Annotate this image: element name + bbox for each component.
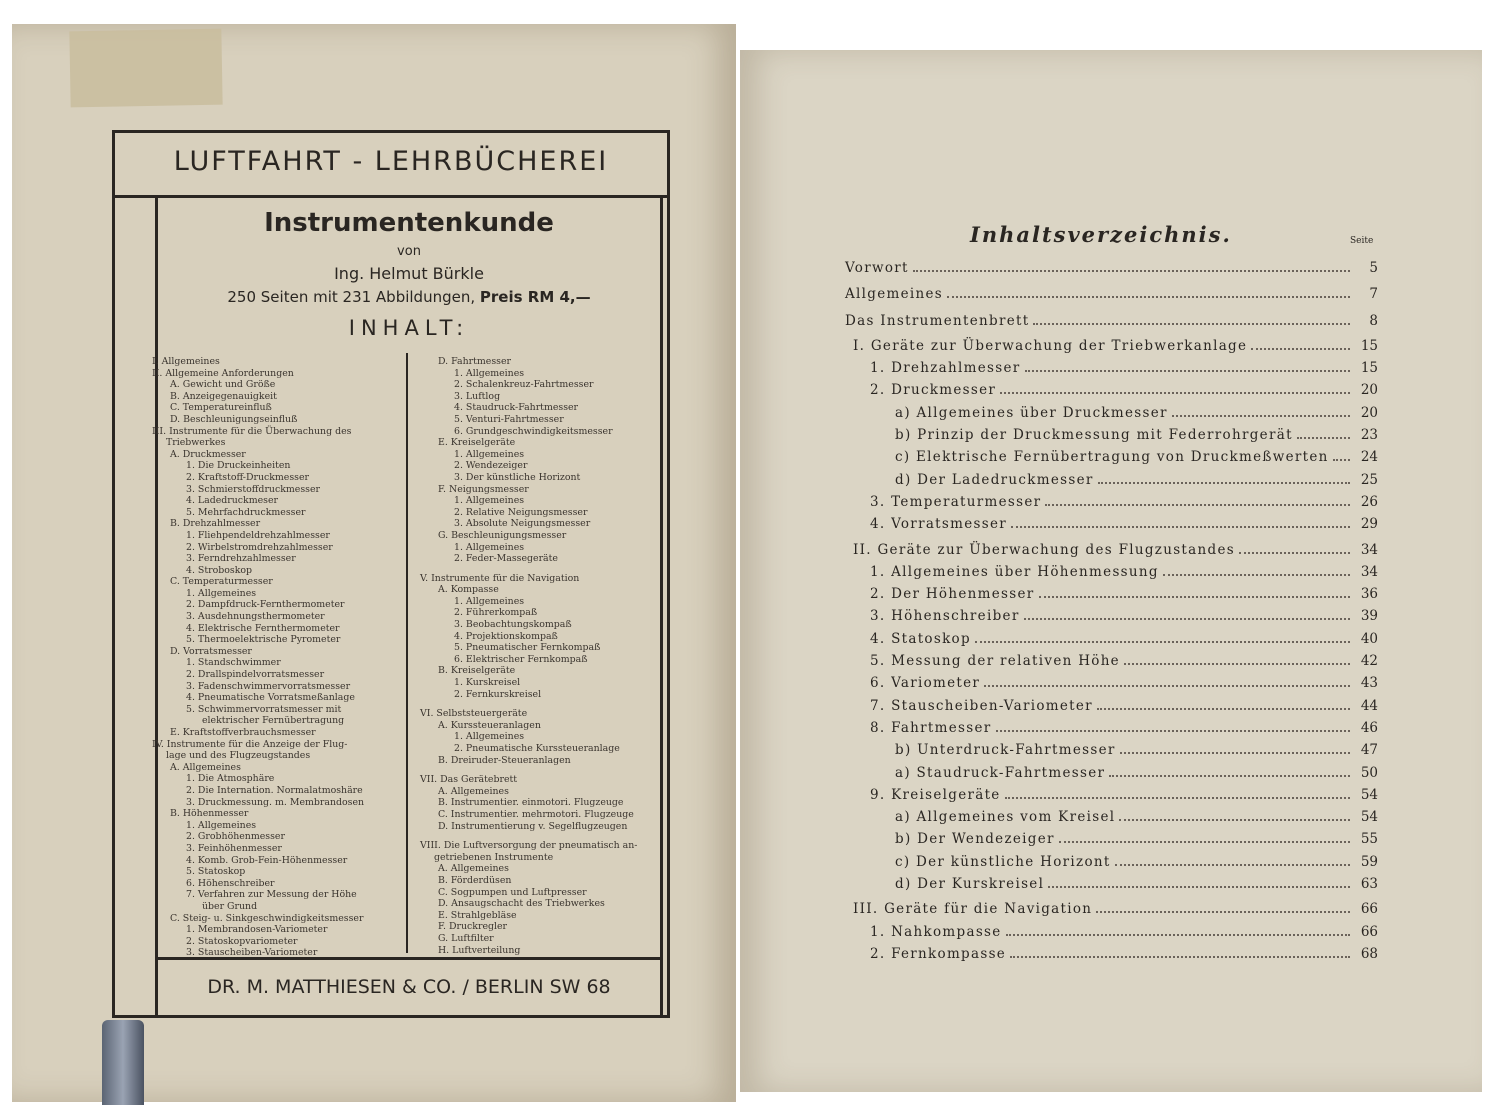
toc-entry-title: 2. Druckmesser <box>870 382 997 399</box>
dot-leader <box>1011 526 1350 528</box>
contents-column-1 <box>152 356 397 959</box>
contents-line: 6. Grundgeschwindigkeitsmesser <box>454 425 613 437</box>
contents-line: 3. Beobachtungskompaß <box>454 619 572 631</box>
toc-entry-title: 3. Höhenschreiber <box>870 608 1020 625</box>
contents-line: Triebwerkes <box>166 437 226 449</box>
contents-line: C. Steig- u. Sinkgeschwindigkeitsmesser <box>170 912 364 924</box>
toc-entry-title: 1. Drehzahlmesser <box>870 360 1021 377</box>
price: Preis RM 4,— <box>479 288 591 306</box>
toc-entry-page: 26 <box>1360 493 1378 510</box>
contents-line: III. Instrumente für die Überwachung des <box>152 425 352 437</box>
contents-line: VI. Selbststeuergeräte <box>420 708 528 720</box>
toc-entry-page: 66 <box>1360 901 1378 918</box>
toc-entry-title: a) Allgemeines über Druckmesser <box>895 404 1168 421</box>
toc-entry <box>845 286 1378 308</box>
toc-entry-page: 40 <box>1360 630 1378 647</box>
contents-line: 1. Standschwimmer <box>186 657 281 669</box>
toc-entry-page: 5 <box>1369 260 1378 276</box>
contents-line: B. Kreiselgeräte <box>438 665 516 677</box>
toc-entry <box>845 586 1378 608</box>
dot-leader <box>996 730 1350 732</box>
contents-line: getriebenen Instrumente <box>434 851 554 863</box>
toc-entry <box>845 876 1378 898</box>
contents-line: 2. Die Internation. Normalatmoshäre <box>186 784 363 796</box>
toc-entry-title: a) Staudruck-Fahrtmesser <box>895 764 1106 781</box>
contents-line: 4. Staudruck-Fahrtmesser <box>454 402 579 414</box>
toc-entry <box>845 765 1378 787</box>
contents-line: 2. Dampfdruck-Fernthermometer <box>186 599 345 611</box>
toc-entry-title: b) Der Wendezeiger <box>895 831 1055 848</box>
dot-leader <box>1059 841 1350 843</box>
contents-line: 1. Allgemeines <box>454 595 525 607</box>
toc-entry-title: d) Der Kurskreisel <box>895 876 1045 893</box>
contents-line: 7. Verfahren zur Messung der Höhe <box>186 889 357 901</box>
contents-line: VIII. Die Luftversorgung der pneumatisch an- <box>420 840 638 852</box>
toc-entry-page: 20 <box>1360 382 1378 399</box>
dot-leader <box>1048 886 1350 888</box>
contents-line: F. Druckregler <box>438 921 508 933</box>
contents-line: 3. Absolute Neigungsmesser <box>454 518 591 530</box>
toc-title: Inhaltsverzeichnis. <box>970 222 1232 247</box>
contents-line: 2. Führerkompaß <box>454 607 538 619</box>
contents-line: B. Förderdüsen <box>438 874 512 886</box>
contents-line: 1. Allgemeines <box>454 541 525 553</box>
contents-line: 4. Ladedruckmeser <box>186 495 279 507</box>
toc-entry-page: 55 <box>1360 831 1378 848</box>
toc-entry-title: 2. Der Höhenmesser <box>870 586 1035 603</box>
dot-leader <box>1045 504 1350 506</box>
contents-line: A. Kompasse <box>438 584 499 596</box>
contents-line: 5. Thermoelektrische Pyrometer <box>186 634 341 646</box>
publisher: DR. M. MATTHIESEN & CO. / BERLIN SW 68 <box>158 957 660 1015</box>
author: Ing. Helmut Bürkle <box>334 264 484 283</box>
toc-entry-title: 1. Nahkompasse <box>870 923 1002 940</box>
toc-entry <box>845 720 1378 742</box>
dot-leader <box>1251 348 1350 350</box>
toc-entry <box>845 631 1378 653</box>
contents-line: 6. Höhenschreiber <box>186 877 275 889</box>
contents-heading: INHALT: <box>348 316 470 340</box>
toc-entry-page: 15 <box>1360 337 1378 354</box>
contents-line: 5. Pneumatischer Fernkompaß <box>454 642 601 654</box>
binding-clip <box>102 1020 144 1105</box>
toc-entry <box>845 946 1378 968</box>
contents-line: F. Neigungsmesser <box>438 483 529 495</box>
toc-entry-title: c) Der künstliche Horizont <box>895 853 1111 870</box>
dot-leader <box>1006 934 1350 936</box>
contents-line: 4. Projektionskompaß <box>454 630 558 642</box>
toc-entry-page: 66 <box>1360 923 1378 940</box>
toc-entry <box>845 787 1378 809</box>
toc-entry <box>845 516 1378 538</box>
toc-entry <box>845 608 1378 630</box>
dot-leader <box>1119 819 1350 821</box>
dot-leader <box>1172 415 1350 417</box>
toc-entry <box>845 360 1378 382</box>
contents-line: 5. Mehrfachdruckmesser <box>186 506 306 518</box>
contents-line: über Grund <box>202 900 258 912</box>
contents-line: 3. Stauscheiben-Variometer <box>186 947 318 959</box>
dot-leader <box>1033 323 1350 325</box>
toc-entry <box>845 338 1378 360</box>
toc-entry <box>845 405 1378 427</box>
contents-line: 3. Druckmessung. m. Membrandosen <box>186 796 365 808</box>
toc-entry-page: 7 <box>1369 286 1378 303</box>
toc-entry <box>845 427 1378 449</box>
contents-line: 1. Allgemeines <box>186 587 257 599</box>
toc-entry-title: III. Geräte für die Navigation <box>853 901 1093 918</box>
toc-entry-title: II. Geräte zur Überwachung des Flugzustandes <box>853 541 1235 558</box>
toc-entry-page: 46 <box>1360 719 1378 736</box>
contents-line: 3. Schmierstoffdruckmesser <box>186 483 320 495</box>
contents-line: C. Sogpumpen und Luftpresser <box>438 886 587 898</box>
contents-line: D. Instrumentierung v. Segelflugzeugen <box>438 820 628 832</box>
contents-line: V. Instrumente für die Navigation <box>420 572 580 584</box>
toc-entry-page: 24 <box>1360 449 1378 466</box>
dot-leader <box>1010 956 1350 958</box>
toc-entry-title: 5. Messung der relativen Höhe <box>870 653 1120 670</box>
toc-entry <box>845 854 1378 876</box>
toc-entry-title: Vorwort <box>845 260 909 276</box>
page-count <box>158 288 660 306</box>
dot-leader <box>1109 775 1350 777</box>
dot-leader <box>1163 574 1350 576</box>
contents-line: 3. Der künstliche Horizont <box>454 471 581 483</box>
contents-line: 4. Komb. Grob-Fein-Höhenmesser <box>186 854 348 866</box>
toc-entry <box>845 901 1378 923</box>
toc-entry-page: 42 <box>1360 653 1378 670</box>
toc-entry-page: 63 <box>1360 876 1378 893</box>
toc-entry <box>845 494 1378 516</box>
contents-line: A. Gewicht und Größe <box>170 379 276 391</box>
toc-entry-title: 6. Variometer <box>870 675 981 692</box>
toc-entry-page: 15 <box>1360 360 1378 377</box>
dot-leader <box>1097 708 1350 710</box>
contents-line: 2. Statoskopvariometer <box>186 935 298 947</box>
contents-line: 1. Membrandosen-Variometer <box>186 924 328 936</box>
dot-leader <box>1098 482 1350 484</box>
contents-line: A. Kurssteueranlagen <box>438 719 541 731</box>
toc-entry <box>845 653 1378 675</box>
contents-line: 2. Feder-Massegeräte <box>454 553 558 565</box>
contents-line: B. Instrumentier. einmotori. Flugzeuge <box>438 797 624 809</box>
contents-line: C. Instrumentier. mehrmotori. Flugzeuge <box>438 808 634 820</box>
contents-line: E. Kreiselgeräte <box>438 437 516 449</box>
toc-entry-page: 20 <box>1360 404 1378 421</box>
advertisement-frame <box>112 130 670 1018</box>
toc-entry-page: 23 <box>1360 427 1378 444</box>
toc-entry <box>845 809 1378 831</box>
toc-entry-title: b) Unterdruck-Fahrtmesser <box>895 742 1116 759</box>
contents-line: G. Beschleunigungsmesser <box>438 529 567 541</box>
contents-line: 1. Die Atmosphäre <box>186 773 275 785</box>
contents-line: 2. Fernkurskreisel <box>454 688 542 700</box>
toc-entry-title: 8. Fahrtmesser <box>870 719 992 736</box>
contents-line: D. Fahrtmesser <box>438 356 511 367</box>
toc-entry <box>845 831 1378 853</box>
contents-line: 3. Ferndrehzahlmesser <box>186 553 296 565</box>
contents-line: 1. Allgemeines <box>454 367 525 379</box>
contents-line: 1. Allgemeines <box>454 731 525 743</box>
advertisement-body <box>152 198 663 1015</box>
toc-entry-title: b) Prinzip der Druckmessung mit Federrohrgerät <box>895 427 1293 444</box>
contents-line: 1. Allgemeines <box>454 448 525 460</box>
contents-line: D. Vorratsmesser <box>170 645 252 657</box>
contents-line: G. Luftfilter <box>438 932 494 944</box>
contents-line: 2. Drallspindelvorratsmesser <box>186 669 325 681</box>
dot-leader <box>947 296 1350 298</box>
contents-line: B. Drehzahlmesser <box>170 518 261 530</box>
book-title: Instrumentenkunde <box>264 208 554 238</box>
contents-line: 2. Pneumatische Kurssteueranlage <box>454 743 620 754</box>
contents-line: 2. Kraftstoff-Druckmesser <box>186 471 310 483</box>
toc-entry-page: 29 <box>1360 516 1378 533</box>
contents-line: 3. Fadenschwimmervorratsmesser <box>186 680 351 692</box>
toc-entry-title: 3. Temperaturmesser <box>870 493 1042 510</box>
toc-entry-page: 25 <box>1360 471 1378 488</box>
contents-line: 3. Feinhöhenmesser <box>186 842 282 854</box>
dot-leader <box>1297 437 1350 439</box>
table-of-contents <box>845 256 1378 968</box>
toc-entry <box>845 924 1378 946</box>
toc-entry-page: 47 <box>1360 742 1378 759</box>
contents-line: I. Allgemeines <box>152 356 220 367</box>
toc-entry-page: 44 <box>1360 697 1378 714</box>
toc-entry-title: 9. Kreiselgeräte <box>870 786 1001 803</box>
contents-line: lage und des Flugzeugstandes <box>166 750 311 762</box>
toc-entry-title: Allgemeines <box>845 286 944 303</box>
contents-line: E. Strahlgebläse <box>438 909 517 921</box>
toc-entry-title: c) Elektrische Fernübertragung von Druckmeßwerten <box>895 449 1329 466</box>
pages-text: 250 Seiten mit 231 Abbildungen, <box>227 288 476 306</box>
toc-entry-page: 39 <box>1360 608 1378 625</box>
dot-leader <box>1333 459 1350 461</box>
contents-line: 2. Wirbelstromdrehzahlmesser <box>186 541 333 553</box>
contents-line: B. Höhenmesser <box>170 808 249 820</box>
toc-entry-page: 36 <box>1360 586 1378 603</box>
contents-line: 1. Allgemeines <box>454 495 525 507</box>
toc-entry-page: 50 <box>1360 764 1378 781</box>
contents-line: C. Temperatureinfluß <box>170 402 272 414</box>
contents-column-2 <box>420 356 660 956</box>
column-divider <box>406 353 408 953</box>
toc-entry-title: 4. Vorratsmesser <box>870 516 1008 533</box>
dot-leader <box>1024 618 1350 620</box>
dot-leader <box>913 270 1350 272</box>
toc-entry-page: 54 <box>1360 786 1378 803</box>
contents-line: IV. Instrumente für die Anzeige der Flug- <box>152 738 348 750</box>
contents-line: 1. Die Druckeinheiten <box>186 460 291 472</box>
toc-entry <box>845 472 1378 494</box>
toc-entry-title: 2. Fernkompasse <box>870 945 1007 962</box>
contents-line: 2. Schalenkreuz-Fahrtmesser <box>454 379 594 391</box>
page-column-label: Seite <box>1350 236 1374 246</box>
dot-leader <box>1120 752 1350 754</box>
contents-line: 2. Wendezeiger <box>454 460 528 472</box>
contents-line: D. Ansaugschacht des Triebwerkes <box>438 898 605 910</box>
contents-line: 4. Pneumatische Vorratsmeßanlage <box>186 692 355 704</box>
contents-line: 4. Stroboskop <box>186 564 253 576</box>
toc-entry-title: d) Der Ladedruckmesser <box>895 471 1094 488</box>
dot-leader <box>975 641 1350 643</box>
toc-entry <box>845 313 1378 335</box>
toc-entry-title: 1. Allgemeines über Höhenmessung <box>870 563 1159 580</box>
dot-leader <box>1025 370 1351 372</box>
toc-entry <box>845 564 1378 586</box>
toc-entry <box>845 698 1378 720</box>
contents-line: E. Kraftstoffverbrauchsmesser <box>170 727 316 738</box>
contents-line: B. Anzeigegenauigkeit <box>170 390 277 402</box>
toc-entry <box>845 260 1378 282</box>
contents-line: 3. Ausdehnungsthermometer <box>186 611 325 623</box>
contents-line: 2. Grobhöhenmesser <box>186 831 285 843</box>
toc-entry <box>845 742 1378 764</box>
toc-entry <box>845 675 1378 697</box>
contents-line: 5. Venturi-Fahrtmesser <box>454 413 564 425</box>
contents-line: 6. Elektrischer Fernkompaß <box>454 653 588 665</box>
by-label: von <box>397 244 421 259</box>
contents-line: II. Allgemeine Anforderungen <box>152 367 294 379</box>
dot-leader <box>984 685 1350 687</box>
contents-line: 3. Luftlog <box>454 390 501 402</box>
contents-line: A. Allgemeines <box>438 863 509 875</box>
contents-line: 1. Fliehpendeldrehzahlmesser <box>186 529 330 541</box>
contents-line: H. Luftverteilung <box>438 944 521 956</box>
toc-entry <box>845 382 1378 404</box>
dot-leader <box>1005 797 1350 799</box>
toc-entry-page: 34 <box>1360 563 1378 580</box>
dot-leader <box>1039 596 1351 598</box>
dot-leader <box>1124 663 1350 665</box>
toc-entry-title: 4. Statoskop <box>870 630 971 647</box>
toc-entry-page: 59 <box>1360 853 1378 870</box>
dot-leader <box>1096 911 1350 913</box>
toc-entry-page: 34 <box>1360 541 1378 558</box>
dot-leader <box>1000 392 1350 394</box>
contents-line: 1. Kurskreisel <box>454 677 521 689</box>
contents-line: A. Allgemeines <box>438 785 509 797</box>
contents-line: 2. Relative Neigungsmesser <box>454 506 588 518</box>
contents-line: C. Temperaturmesser <box>170 576 273 588</box>
toc-entry-page: 68 <box>1360 945 1378 962</box>
toc-entry-title: I. Geräte zur Überwachung der Triebwerkanlage <box>853 337 1248 354</box>
toc-entry-title: a) Allgemeines vom Kreisel <box>895 809 1116 826</box>
toc-entry-title: Das Instrumentenbrett <box>845 312 1030 329</box>
toc-entry <box>845 542 1378 564</box>
contents-line: A. Allgemeines <box>170 761 241 773</box>
dot-leader <box>1115 864 1350 866</box>
dot-leader <box>1239 552 1350 554</box>
contents-line: A. Druckmesser <box>170 448 246 460</box>
contents-line: 4. Elektrische Fernthermometer <box>186 622 340 634</box>
toc-entry-page: 43 <box>1360 675 1378 692</box>
contents-line: 5. Statoskop <box>186 866 246 878</box>
toc-entry-page: 8 <box>1369 312 1378 329</box>
contents-line: VII. Das Gerätebrett <box>420 774 518 786</box>
toc-entry-page: 54 <box>1360 809 1378 826</box>
series-title: LUFTFAHRT - LEHRBÜCHEREI <box>115 133 667 198</box>
contents-line: 5. Schwimmervorratsmesser mit <box>186 703 342 715</box>
contents-line: 1. Allgemeines <box>186 819 257 831</box>
contents-line: elektrischer Fernübertragung <box>202 715 345 727</box>
toc-entry <box>845 449 1378 471</box>
tape-patch <box>69 29 222 108</box>
toc-entry-title: 7. Stauscheiben-Variometer <box>870 697 1093 714</box>
contents-line: D. Beschleunigungseinfluß <box>170 413 298 425</box>
contents-line: B. Dreiruder-Steueranlagen <box>438 754 571 766</box>
